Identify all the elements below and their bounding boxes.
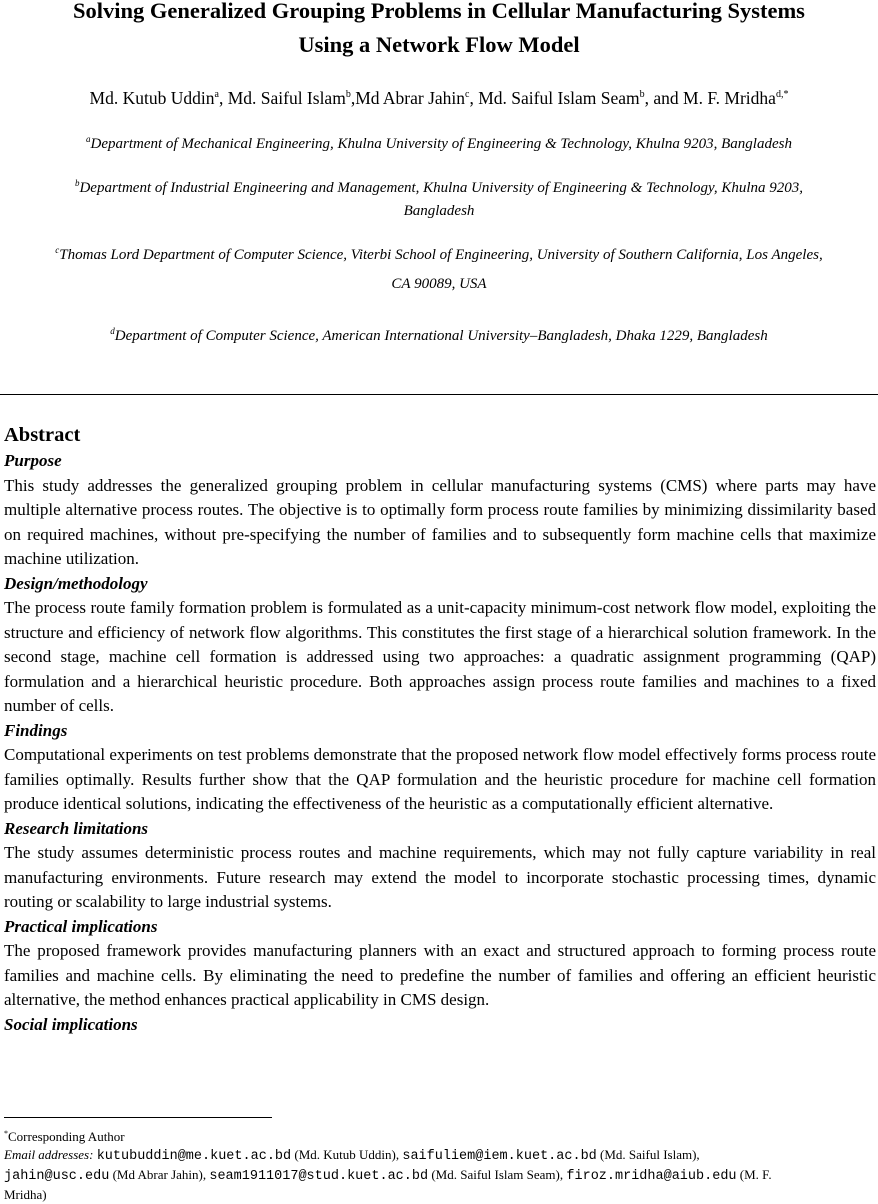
affiliation-b — [0, 177, 878, 223]
section-text-practical-implications: The proposed framework provides manufacturing planners with an exact and structured approach to forming process route families and machine cells. By eliminating the need to predefine the number of families and offering an efficient heuristic alternative, the method enhances practical applicability in CMS design. — [4, 941, 876, 1009]
affiliation-mark: c — [55, 245, 60, 255]
author-name: Md. Saiful Islam Seam — [478, 88, 640, 108]
author-name: Md Abrar Jahin — [355, 88, 466, 108]
email-link[interactable]: kutubuddin@me.kuet.ac.bd — [96, 1149, 292, 1164]
author-affiliation-mark: d,* — [775, 89, 789, 100]
author-list — [0, 85, 878, 111]
affiliation-text: Department of Industrial Engineering and Management, Khulna University of Engineering & Technology, Khulna 9203, — [79, 180, 804, 196]
affiliation-d — [0, 325, 878, 348]
affiliation-mark: b — [74, 178, 80, 188]
affiliation-text: Thomas Lord Department of Computer Science, Viterbi School of Engineering, University of Southern California, Los Angeles, — [59, 247, 823, 263]
email-owner: (Md Abrar Jahin), — [112, 1167, 207, 1182]
author-name: Md. Kutub Uddin — [89, 88, 215, 108]
author-affiliation-mark: b — [639, 89, 645, 100]
email-owner: Mridha) — [4, 1187, 47, 1202]
footnote-mark: * — [4, 1129, 8, 1138]
abstract-heading: Abstract — [4, 424, 81, 446]
section-heading-practical-implications: Practical implications — [4, 916, 158, 936]
email-owner: (Md. Saiful Islam Seam), — [431, 1167, 564, 1182]
header-divider — [0, 394, 878, 395]
section-text-research-limitations: The study assumes deterministic process routes and machine requirements, which may not fully capture variability in real manufacturing environments. Future research may extend the model to incorporate stochastic processing times, dynamic routing or scalability to large industrial systems. — [4, 843, 876, 911]
author-separator: , — [350, 88, 356, 108]
affiliation-a — [0, 133, 878, 156]
section-heading-research-limitations: Research limitations — [4, 818, 149, 838]
section-text-findings: Computational experiments on test problems demonstrate that the proposed network flow model effectively forms process route families optimally. Results further show that the QAP formulation and the heuristic procedure for machine cell formation produce identical solutions, indicating the effectiveness of the heuristic as a computationally efficient alternative. — [4, 745, 876, 813]
section-text-design-methodology: The process route family formation problem is formulated as a unit-capacity minimum-cost network flow model, exploiting the structure and efficiency of network flow algorithms. This constitutes the first stage of a hierarchical solution framework. In the second stage, machine cell formation is addressed using two approaches: a quadratic assignment programming (QAP) formulation and a hierarchical heuristic procedure. Both approaches assign process route families and machines to a fixed number of cells. — [4, 598, 876, 715]
affiliation-c — [0, 241, 878, 299]
corresponding-author-label: Corresponding Author — [8, 1129, 125, 1144]
email-addresses-label: Email addresses: — [4, 1147, 94, 1162]
footnote — [4, 1128, 874, 1204]
author-separator: , and — [644, 88, 684, 108]
email-owner: (M. F. — [739, 1167, 772, 1182]
email-owner: (Md. Kutub Uddin), — [294, 1147, 400, 1162]
title-line-1: Solving Generalized Grouping Problems in Cellular Manufacturing Systems — [73, 0, 805, 23]
title-line-2: Using a Network Flow Model — [298, 32, 580, 57]
section-heading-findings: Findings — [4, 720, 68, 740]
affiliation-text: Bangladesh — [403, 203, 475, 219]
author-affiliation-mark: a — [214, 89, 219, 100]
author-affiliation-mark: c — [465, 89, 470, 100]
email-link[interactable]: jahin@usc.edu — [4, 1169, 110, 1184]
affiliation-text: Department of Computer Science, American International University–Bangladesh, Dhaka 1229, Bangladesh — [114, 328, 768, 344]
author-name: M. F. Mridha — [683, 88, 776, 108]
author-separator: , — [469, 88, 479, 108]
email-link[interactable]: seam1911017@stud.kuet.ac.bd — [209, 1169, 429, 1184]
author-separator: , — [218, 88, 228, 108]
footnote-divider — [4, 1117, 272, 1118]
affiliation-mark: d — [110, 326, 115, 336]
section-heading-purpose: Purpose — [4, 451, 62, 470]
section-heading-social-implications: Social implications — [4, 1014, 138, 1034]
email-link[interactable]: saifuliem@iem.kuet.ac.bd — [402, 1149, 597, 1164]
email-link[interactable]: firoz.mridha@aiub.edu — [566, 1169, 737, 1184]
affiliation-text: Department of Mechanical Engineering, Khulna University of Engineering & Technology, Khulna 9203, Bangladesh — [90, 136, 792, 152]
email-owner: (Md. Saiful Islam), — [600, 1147, 700, 1162]
affiliation-text: CA 90089, USA — [391, 276, 487, 292]
author-affiliation-mark: b — [345, 89, 351, 100]
paper-title — [0, 0, 878, 62]
affiliation-mark: a — [86, 134, 91, 144]
abstract — [4, 421, 876, 1037]
section-text-purpose: This study addresses the generalized grouping problem in cellular manufacturing systems (CMS) where parts may have multiple alternative process routes. The objective is to optimally form process route families by minimizing dissimilarity based on required machines, without pre-specifying the number of families and to subsequently form machine cells that maximize machine utilization. — [4, 475, 876, 568]
section-heading-design-methodology: Design/methodology — [4, 573, 148, 593]
author-name: Md. Saiful Islam — [227, 88, 346, 108]
